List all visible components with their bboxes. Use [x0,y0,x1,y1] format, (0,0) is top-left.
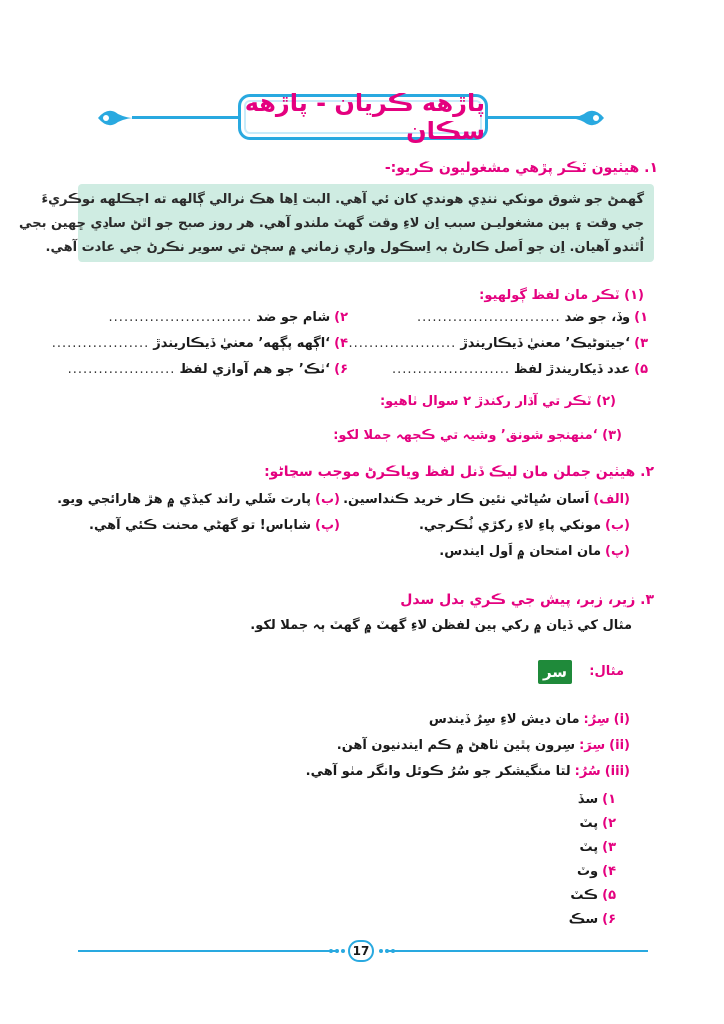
page-title: پاڙهه ڪريان - پاڙهه سڪان [238,94,488,140]
grammar-item: (الف) اَسان سُڀاڻي نئين ڪار خريد ڪنداسين. [343,492,630,507]
grammar-item: (پ) شاباس! تو گهڻي محنت ڪئي آهي. [89,518,340,533]
passage-box [19,184,654,262]
grammar-item: (پ) مان امتحان ۾ اَول ايندس. [439,544,630,559]
sub1-item: ۱) وڏ، جو ضد ............................ [416,310,648,325]
section3-title: ۳. زير، زبر، پيش جي ڪري بدل سدل [400,592,654,608]
grammar-item: (ب) پارت شَلي راند کيڏي ۾ هڙ هارائجي ويو. [57,492,340,507]
sub3-title: (۳) ‘منهنجو شونق’ وشيہ تي ڪجهہ جملا لکو: [333,428,622,443]
passage-line: گهمڻ جو شوق مونکي ننڍي هوندي کان ئي آهي. البت اِها هڪ نرالي ڳالهه ته اڄڪلهه نوڪريءَ [41,192,644,207]
example-item: (ii) سِرَ: سِرون پٿين ٺاهڻ ۾ ڪم ايندنيون آهن. [336,738,630,753]
footer-dots-icon [328,947,346,955]
sub1-title: (۱) ٽڪر مان لفظ ڳولهيو: [479,288,644,303]
sub1-item: ۲) شام جو ضد ............................ [108,310,348,325]
word-item: ۵) ڪٽ [570,888,616,903]
flourish-right-icon [566,98,606,138]
sub1-item: ۶) ‘ٺڪ’ جو هم آوازي لفظ ..................... [67,362,348,377]
footer-line-left [78,950,336,952]
sub1-item: ۵) عدد ڏيکاريندڙ لفظ ....................... [392,362,648,377]
page-number: 17 [348,940,374,962]
word-item: ۲) پٽ [579,816,616,831]
example-word: سر [538,660,572,684]
grammar-item: (ب) مونکي پاءِ لاءِ رکڙي ٺُڪرجي. [418,518,630,533]
sub1-item: ۴) ‘اڳهه پڳهه’ معنيٰ ڏيڪاريندڙ ................... [51,336,348,351]
sub1-item: ۳) ‘جيتوڻيڪ’ معنيٰ ڏيڪاريندڙ ..................... [348,336,648,351]
section2-title: ۲. هيٺين جملن مان ليڪ ڏنل لفظ وياڪرڻ موجب سڃاڻو: [264,464,654,480]
banner-line-left [132,116,238,119]
example-label: مثال: [589,664,624,679]
word-item: ۶) سڪ [568,912,616,927]
footer-line-right [386,950,648,952]
passage-line: جي وقت ۽ ٻين مشغوليـن سبب اِن لاءِ وقت گهٽ ملندو آهي. هر روز صبح جو اٿڻ ساڍي ڇهين بجي [19,216,644,231]
example-item: (iii) سُرُ: لتا منگيشکر جو سُرُ ڪوئل وانگر مٺو آهي. [305,764,630,779]
flourish-left-icon [96,98,136,138]
example-item: (i) سِرُ: مان ديش لاءِ سِرُ ڏيندس [428,712,630,727]
section1-title: ۱. هيٺيون ٽڪر پڙهي مشغوليون ڪريو:- [384,160,658,176]
word-item: ۳) پٽ [579,840,616,855]
section3-instruction: مثال کي ڏيان ۾ رکي ٻين لفظن لاءِ گهٽ ۾ گهٽ ٻہ جملا لکو. [250,618,632,633]
sub2-title: (۲) ٽڪر تي آڌار رکندڙ ۲ سوال ٺاهيو: [379,394,616,409]
word-item: ۴) وٽ [576,864,616,879]
word-item: ۱) سڏ [577,792,616,807]
footer-dots-icon [378,947,396,955]
passage-line: اُٿندو آهيان. اِن جو اَصل ڪارڻ بہ اِسڪول واري زماني ۾ سڄڻ تي سوير نڪرڻ جي عادت آهي. [45,240,644,255]
